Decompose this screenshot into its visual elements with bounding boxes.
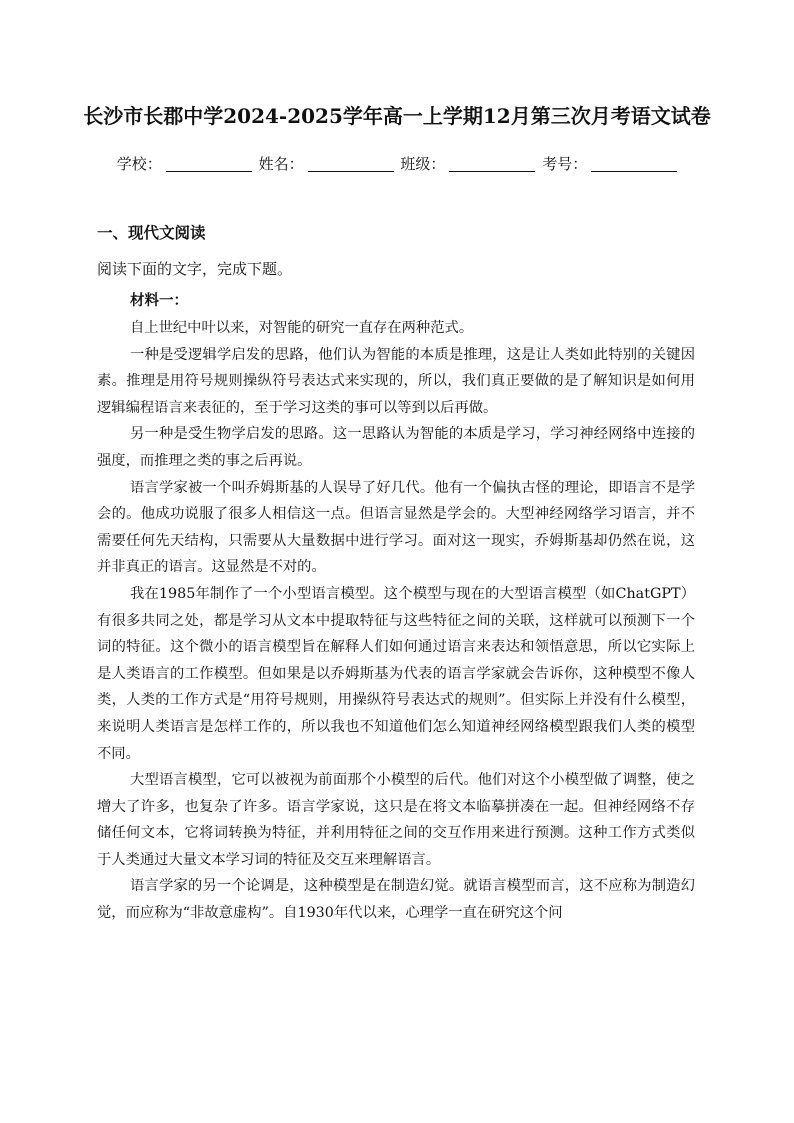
passage-paragraph: 另一种是受生物学启发的思路。这一思路认为智能的本质是学习，学习神经网络中连接的强度，而推理之类的事之后再说。 (97, 426, 695, 469)
number-field (542, 152, 677, 176)
section-heading: 一、现代文阅读 (97, 224, 206, 242)
class-blank[interactable] (449, 170, 535, 172)
passage-paragraph: 语言学家被一个叫乔姆斯基的人误导了好几代。他有一个偏执古怪的理论，即语言不是学会的。他成功说服了很多人相信这一点。但语言显然是学会的。大型神经网络学习语言，并不需要任何先天结构，只需要从大量数据中进行学习。面对这一现实，乔姆斯基却仍然在说，这并非真正的语言。这显然是不对的。 (97, 479, 695, 576)
school-label: 学校： (116, 155, 162, 173)
class-field (400, 152, 535, 176)
exam-title: 长沙市长郡中学2024-2025学年高一上学期12月第三次月考语文试卷 (83, 104, 711, 128)
school-field (117, 152, 252, 176)
school-blank[interactable] (166, 170, 252, 172)
passage-paragraph: 自上世纪中叶以来，对智能的研究一直存在两种范式。 (130, 320, 474, 336)
passage-body (97, 315, 695, 927)
passage-paragraph: 我在1985年制作了一个小型语言模型。这个模型与现在的大型语言模型（如ChatGPT）有很多共同之处，都是学习从文本中提取特征与这些特征之间的关联，这样就可以预测下一个词的特征。这个微小的语言模型旨在解释人们如何通过语言来表达和领悟意思，所以它实际上是人类语言的工作模型。但如果是以乔姆斯基为代表的语言学家就会告诉你，这种模型不像人类，人类的工作方式是“用符号规则，用操纵符号表达式的规则”。但实际上并没有什么模型，来说明人类语言是怎样工作的，所以我也不知道他们怎么知道神经网络模型跟我们人类的模型不同。 (97, 585, 695, 762)
number-blank[interactable] (591, 170, 677, 172)
reading-instruction: 阅读下面的文字，完成下题。 (97, 260, 293, 278)
number-label: 考号： (542, 155, 588, 173)
passage-paragraph: 语言学家的另一个论调是，这种模型是在制造幻觉。就语言模型而言，这不应称为制造幻觉，而应称为“非故意虚构”。自1930年代以来，心理学一直在研究这个问 (97, 878, 695, 922)
student-info-row (0, 152, 794, 176)
material-label: 材料一： (130, 293, 188, 309)
name-field (259, 152, 394, 176)
class-label: 班级： (400, 155, 446, 173)
name-label: 姓名： (258, 155, 304, 173)
name-blank[interactable] (308, 170, 394, 172)
passage-paragraph: 大型语言模型，它可以被视为前面那个小模型的后代。他们对这个小模型做了调整，使之增大了许多，也复杂了许多。语言学家说，这只是在将文本临摹拼凑在一起。但神经网络不存储任何文本，它将词转换为特征，并利用特征之间的交互作用来进行预测。这种工作方式类似于人类通过大量文本学习词的特征及交互来理解语言。 (97, 772, 695, 868)
passage-paragraph: 一种是受逻辑学启发的思路，他们认为智能的本质是推理，这是让人类如此特别的关键因素。推理是用符号规则操纵符号表达式来实现的，所以，我们真正要做的是了解知识是如何用逻辑编程语言来表征的，至于学习这类的事可以等到以后再做。 (97, 346, 695, 416)
